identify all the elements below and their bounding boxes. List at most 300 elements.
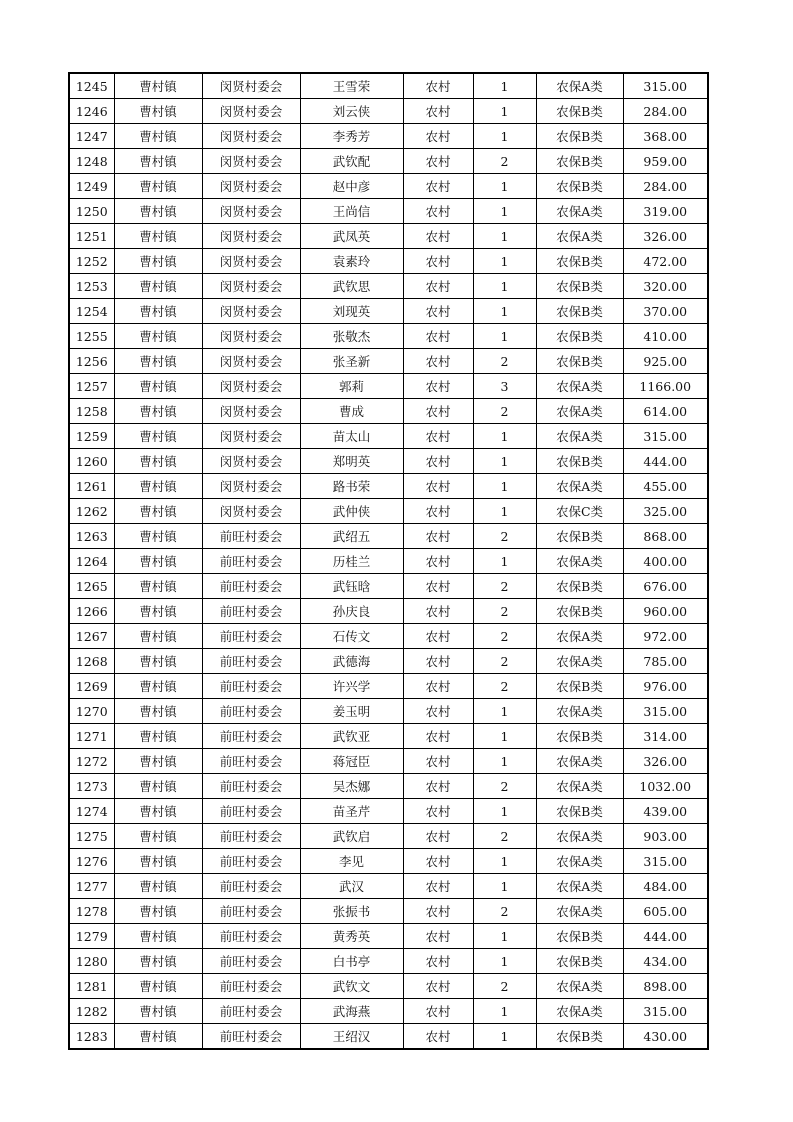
insurance-class-cell: 农保B类 [536, 724, 623, 749]
town-cell: 曹村镇 [114, 199, 202, 224]
insurance-class-cell: 农保A类 [536, 399, 623, 424]
amount-cell: 368.00 [623, 124, 708, 149]
name-cell: 武钰晗 [300, 574, 403, 599]
table-row [69, 924, 708, 949]
insurance-class-cell: 农保A类 [536, 474, 623, 499]
amount-cell: 455.00 [623, 474, 708, 499]
insurance-class-cell: 农保B类 [536, 99, 623, 124]
row-number-cell: 1282 [69, 999, 114, 1024]
row-number-cell: 1275 [69, 824, 114, 849]
insurance-class-cell: 农保B类 [536, 274, 623, 299]
amount-cell: 614.00 [623, 399, 708, 424]
village-cell: 前旺村委会 [202, 599, 300, 624]
insurance-class-cell: 农保A类 [536, 749, 623, 774]
row-number-cell: 1253 [69, 274, 114, 299]
amount-cell: 444.00 [623, 449, 708, 474]
name-cell: 孙庆良 [300, 599, 403, 624]
village-cell: 闵贤村委会 [202, 324, 300, 349]
area-type-cell: 农村 [403, 1024, 473, 1050]
village-cell: 前旺村委会 [202, 849, 300, 874]
table-row [69, 174, 708, 199]
table-row [69, 224, 708, 249]
town-cell: 曹村镇 [114, 1024, 202, 1050]
town-cell: 曹村镇 [114, 949, 202, 974]
household-size-cell: 2 [473, 399, 536, 424]
area-type-cell: 农村 [403, 99, 473, 124]
village-cell: 闵贤村委会 [202, 499, 300, 524]
insurance-class-cell: 农保B类 [536, 1024, 623, 1050]
insurance-class-cell: 农保A类 [536, 974, 623, 999]
town-cell: 曹村镇 [114, 399, 202, 424]
name-cell: 白书亭 [300, 949, 403, 974]
name-cell: 石传文 [300, 624, 403, 649]
amount-cell: 325.00 [623, 499, 708, 524]
row-number-cell: 1259 [69, 424, 114, 449]
row-number-cell: 1255 [69, 324, 114, 349]
amount-cell: 925.00 [623, 349, 708, 374]
area-type-cell: 农村 [403, 599, 473, 624]
name-cell: 许兴学 [300, 674, 403, 699]
household-size-cell: 2 [473, 774, 536, 799]
row-number-cell: 1258 [69, 399, 114, 424]
insurance-class-cell: 农保A类 [536, 824, 623, 849]
insurance-class-cell: 农保B类 [536, 174, 623, 199]
insurance-class-cell: 农保A类 [536, 73, 623, 99]
town-cell: 曹村镇 [114, 749, 202, 774]
village-cell: 闵贤村委会 [202, 124, 300, 149]
village-cell: 前旺村委会 [202, 549, 300, 574]
name-cell: 武钦文 [300, 974, 403, 999]
table-row [69, 99, 708, 124]
row-number-cell: 1279 [69, 924, 114, 949]
household-size-cell: 1 [473, 424, 536, 449]
town-cell: 曹村镇 [114, 274, 202, 299]
row-number-cell: 1262 [69, 499, 114, 524]
amount-cell: 430.00 [623, 1024, 708, 1050]
name-cell: 袁素玲 [300, 249, 403, 274]
area-type-cell: 农村 [403, 824, 473, 849]
village-cell: 闵贤村委会 [202, 474, 300, 499]
row-number-cell: 1257 [69, 374, 114, 399]
household-size-cell: 2 [473, 599, 536, 624]
row-number-cell: 1252 [69, 249, 114, 274]
table-row [69, 724, 708, 749]
town-cell: 曹村镇 [114, 724, 202, 749]
village-cell: 闵贤村委会 [202, 174, 300, 199]
name-cell: 姜玉明 [300, 699, 403, 724]
amount-cell: 326.00 [623, 749, 708, 774]
amount-cell: 315.00 [623, 699, 708, 724]
name-cell: 赵中彦 [300, 174, 403, 199]
area-type-cell: 农村 [403, 849, 473, 874]
area-type-cell: 农村 [403, 549, 473, 574]
town-cell: 曹村镇 [114, 224, 202, 249]
area-type-cell: 农村 [403, 249, 473, 274]
household-size-cell: 2 [473, 349, 536, 374]
name-cell: 郭莉 [300, 374, 403, 399]
household-size-cell: 1 [473, 324, 536, 349]
table-row [69, 799, 708, 824]
village-cell: 前旺村委会 [202, 899, 300, 924]
village-cell: 闵贤村委会 [202, 374, 300, 399]
area-type-cell: 农村 [403, 974, 473, 999]
row-number-cell: 1283 [69, 1024, 114, 1050]
table-row [69, 674, 708, 699]
amount-cell: 284.00 [623, 99, 708, 124]
row-number-cell: 1264 [69, 549, 114, 574]
table-row [69, 599, 708, 624]
amount-cell: 605.00 [623, 899, 708, 924]
name-cell: 曹成 [300, 399, 403, 424]
town-cell: 曹村镇 [114, 599, 202, 624]
insurance-class-cell: 农保A类 [536, 624, 623, 649]
row-number-cell: 1256 [69, 349, 114, 374]
area-type-cell: 农村 [403, 624, 473, 649]
household-size-cell: 1 [473, 999, 536, 1024]
insurance-class-cell: 农保A类 [536, 199, 623, 224]
town-cell: 曹村镇 [114, 674, 202, 699]
amount-cell: 314.00 [623, 724, 708, 749]
village-cell: 闵贤村委会 [202, 249, 300, 274]
town-cell: 曹村镇 [114, 299, 202, 324]
table-row [69, 949, 708, 974]
row-number-cell: 1249 [69, 174, 114, 199]
amount-cell: 315.00 [623, 73, 708, 99]
village-cell: 前旺村委会 [202, 749, 300, 774]
area-type-cell: 农村 [403, 499, 473, 524]
name-cell: 武凤英 [300, 224, 403, 249]
row-number-cell: 1266 [69, 599, 114, 624]
area-type-cell: 农村 [403, 199, 473, 224]
town-cell: 曹村镇 [114, 349, 202, 374]
area-type-cell: 农村 [403, 174, 473, 199]
village-cell: 闵贤村委会 [202, 424, 300, 449]
village-cell: 前旺村委会 [202, 674, 300, 699]
household-size-cell: 2 [473, 824, 536, 849]
table-row [69, 474, 708, 499]
village-cell: 闵贤村委会 [202, 149, 300, 174]
insurance-class-cell: 农保A类 [536, 374, 623, 399]
row-number-cell: 1250 [69, 199, 114, 224]
amount-cell: 315.00 [623, 999, 708, 1024]
area-type-cell: 农村 [403, 474, 473, 499]
village-cell: 前旺村委会 [202, 1024, 300, 1050]
table-row [69, 624, 708, 649]
row-number-cell: 1247 [69, 124, 114, 149]
village-cell: 闵贤村委会 [202, 73, 300, 99]
village-cell: 闵贤村委会 [202, 399, 300, 424]
row-number-cell: 1248 [69, 149, 114, 174]
village-cell: 前旺村委会 [202, 824, 300, 849]
amount-cell: 315.00 [623, 849, 708, 874]
table-row [69, 874, 708, 899]
insurance-class-cell: 农保B类 [536, 674, 623, 699]
amount-cell: 976.00 [623, 674, 708, 699]
town-cell: 曹村镇 [114, 999, 202, 1024]
insurance-class-cell: 农保B类 [536, 249, 623, 274]
insurance-class-cell: 农保A类 [536, 699, 623, 724]
amount-cell: 444.00 [623, 924, 708, 949]
area-type-cell: 农村 [403, 649, 473, 674]
row-number-cell: 1278 [69, 899, 114, 924]
amount-cell: 903.00 [623, 824, 708, 849]
amount-cell: 410.00 [623, 324, 708, 349]
amount-cell: 484.00 [623, 874, 708, 899]
town-cell: 曹村镇 [114, 974, 202, 999]
name-cell: 武钦思 [300, 274, 403, 299]
name-cell: 蒋冠臣 [300, 749, 403, 774]
household-size-cell: 1 [473, 299, 536, 324]
name-cell: 郑明英 [300, 449, 403, 474]
household-size-cell: 1 [473, 924, 536, 949]
household-size-cell: 3 [473, 374, 536, 399]
amount-cell: 434.00 [623, 949, 708, 974]
table-row [69, 524, 708, 549]
town-cell: 曹村镇 [114, 149, 202, 174]
town-cell: 曹村镇 [114, 174, 202, 199]
household-size-cell: 1 [473, 124, 536, 149]
area-type-cell: 农村 [403, 324, 473, 349]
name-cell: 武德海 [300, 649, 403, 674]
village-cell: 前旺村委会 [202, 699, 300, 724]
town-cell: 曹村镇 [114, 574, 202, 599]
table-row [69, 324, 708, 349]
name-cell: 刘云侠 [300, 99, 403, 124]
row-number-cell: 1267 [69, 624, 114, 649]
town-cell: 曹村镇 [114, 774, 202, 799]
household-size-cell: 1 [473, 199, 536, 224]
insurance-class-cell: 农保B类 [536, 149, 623, 174]
town-cell: 曹村镇 [114, 73, 202, 99]
area-type-cell: 农村 [403, 674, 473, 699]
household-size-cell: 1 [473, 274, 536, 299]
area-type-cell: 农村 [403, 774, 473, 799]
table-row [69, 149, 708, 174]
amount-cell: 319.00 [623, 199, 708, 224]
area-type-cell: 农村 [403, 224, 473, 249]
row-number-cell: 1281 [69, 974, 114, 999]
table-row [69, 199, 708, 224]
row-number-cell: 1272 [69, 749, 114, 774]
household-size-cell: 2 [473, 524, 536, 549]
table-row [69, 424, 708, 449]
town-cell: 曹村镇 [114, 474, 202, 499]
area-type-cell: 农村 [403, 399, 473, 424]
insurance-class-cell: 农保A类 [536, 774, 623, 799]
amount-cell: 898.00 [623, 974, 708, 999]
village-cell: 前旺村委会 [202, 774, 300, 799]
household-size-cell: 1 [473, 474, 536, 499]
insurance-class-cell: 农保A类 [536, 424, 623, 449]
household-size-cell: 1 [473, 874, 536, 899]
village-cell: 前旺村委会 [202, 874, 300, 899]
row-number-cell: 1254 [69, 299, 114, 324]
area-type-cell: 农村 [403, 274, 473, 299]
area-type-cell: 农村 [403, 724, 473, 749]
household-size-cell: 1 [473, 224, 536, 249]
row-number-cell: 1263 [69, 524, 114, 549]
area-type-cell: 农村 [403, 124, 473, 149]
insurance-class-cell: 农保B类 [536, 599, 623, 624]
household-size-cell: 2 [473, 899, 536, 924]
household-size-cell: 1 [473, 249, 536, 274]
name-cell: 李秀芳 [300, 124, 403, 149]
area-type-cell: 农村 [403, 73, 473, 99]
insurance-class-cell: 农保B类 [536, 324, 623, 349]
town-cell: 曹村镇 [114, 699, 202, 724]
name-cell: 王尚信 [300, 199, 403, 224]
table-row [69, 274, 708, 299]
household-size-cell: 1 [473, 724, 536, 749]
name-cell: 刘现英 [300, 299, 403, 324]
household-size-cell: 2 [473, 149, 536, 174]
name-cell: 历桂兰 [300, 549, 403, 574]
table-row [69, 299, 708, 324]
amount-cell: 284.00 [623, 174, 708, 199]
name-cell: 路书荣 [300, 474, 403, 499]
household-size-cell: 1 [473, 99, 536, 124]
area-type-cell: 农村 [403, 924, 473, 949]
insurance-class-cell: 农保C类 [536, 499, 623, 524]
row-number-cell: 1276 [69, 849, 114, 874]
town-cell: 曹村镇 [114, 424, 202, 449]
name-cell: 武仲侠 [300, 499, 403, 524]
table-row [69, 849, 708, 874]
row-number-cell: 1280 [69, 949, 114, 974]
table-row [69, 699, 708, 724]
town-cell: 曹村镇 [114, 849, 202, 874]
table-row [69, 73, 708, 99]
household-size-cell: 2 [473, 574, 536, 599]
area-type-cell: 农村 [403, 999, 473, 1024]
area-type-cell: 农村 [403, 424, 473, 449]
insurance-class-cell: 农保A类 [536, 549, 623, 574]
table-row [69, 824, 708, 849]
name-cell: 武绍五 [300, 524, 403, 549]
household-size-cell: 1 [473, 499, 536, 524]
area-type-cell: 农村 [403, 899, 473, 924]
table-row [69, 349, 708, 374]
village-cell: 前旺村委会 [202, 974, 300, 999]
table-row [69, 499, 708, 524]
name-cell: 吴杰娜 [300, 774, 403, 799]
town-cell: 曹村镇 [114, 649, 202, 674]
amount-cell: 320.00 [623, 274, 708, 299]
table-row [69, 974, 708, 999]
village-cell: 前旺村委会 [202, 799, 300, 824]
row-number-cell: 1268 [69, 649, 114, 674]
town-cell: 曹村镇 [114, 124, 202, 149]
table-row [69, 574, 708, 599]
insurance-class-cell: 农保A类 [536, 849, 623, 874]
name-cell: 张振书 [300, 899, 403, 924]
household-size-cell: 1 [473, 799, 536, 824]
town-cell: 曹村镇 [114, 874, 202, 899]
name-cell: 武汉 [300, 874, 403, 899]
town-cell: 曹村镇 [114, 924, 202, 949]
village-cell: 闵贤村委会 [202, 274, 300, 299]
household-size-cell: 1 [473, 73, 536, 99]
household-size-cell: 1 [473, 549, 536, 574]
town-cell: 曹村镇 [114, 799, 202, 824]
amount-cell: 1032.00 [623, 774, 708, 799]
insurance-class-cell: 农保A类 [536, 874, 623, 899]
table-row [69, 1024, 708, 1050]
table-row [69, 774, 708, 799]
row-number-cell: 1245 [69, 73, 114, 99]
town-cell: 曹村镇 [114, 899, 202, 924]
village-cell: 闵贤村委会 [202, 349, 300, 374]
area-type-cell: 农村 [403, 699, 473, 724]
amount-cell: 972.00 [623, 624, 708, 649]
insurance-class-cell: 农保A类 [536, 999, 623, 1024]
insurance-class-cell: 农保B类 [536, 299, 623, 324]
row-number-cell: 1265 [69, 574, 114, 599]
village-cell: 闵贤村委会 [202, 99, 300, 124]
name-cell: 张敬杰 [300, 324, 403, 349]
row-number-cell: 1269 [69, 674, 114, 699]
household-size-cell: 1 [473, 949, 536, 974]
town-cell: 曹村镇 [114, 324, 202, 349]
town-cell: 曹村镇 [114, 824, 202, 849]
name-cell: 武钦启 [300, 824, 403, 849]
household-size-cell: 2 [473, 649, 536, 674]
household-size-cell: 2 [473, 974, 536, 999]
row-number-cell: 1251 [69, 224, 114, 249]
name-cell: 王绍汉 [300, 1024, 403, 1050]
name-cell: 王雪荣 [300, 73, 403, 99]
household-size-cell: 1 [473, 849, 536, 874]
name-cell: 苗太山 [300, 424, 403, 449]
insurance-class-cell: 农保A类 [536, 649, 623, 674]
household-size-cell: 1 [473, 699, 536, 724]
row-number-cell: 1246 [69, 99, 114, 124]
area-type-cell: 农村 [403, 749, 473, 774]
amount-cell: 326.00 [623, 224, 708, 249]
table-row [69, 549, 708, 574]
data-table [68, 72, 709, 1050]
insurance-class-cell: 农保B类 [536, 124, 623, 149]
table-body [69, 73, 708, 1049]
village-cell: 闵贤村委会 [202, 449, 300, 474]
insurance-class-cell: 农保B类 [536, 449, 623, 474]
amount-cell: 315.00 [623, 424, 708, 449]
row-number-cell: 1277 [69, 874, 114, 899]
row-number-cell: 1274 [69, 799, 114, 824]
name-cell: 黄秀英 [300, 924, 403, 949]
area-type-cell: 农村 [403, 374, 473, 399]
row-number-cell: 1261 [69, 474, 114, 499]
area-type-cell: 农村 [403, 524, 473, 549]
village-cell: 闵贤村委会 [202, 224, 300, 249]
household-size-cell: 1 [473, 449, 536, 474]
insurance-class-cell: 农保A类 [536, 899, 623, 924]
amount-cell: 400.00 [623, 549, 708, 574]
table-row [69, 449, 708, 474]
town-cell: 曹村镇 [114, 624, 202, 649]
row-number-cell: 1260 [69, 449, 114, 474]
name-cell: 武海燕 [300, 999, 403, 1024]
area-type-cell: 农村 [403, 949, 473, 974]
household-size-cell: 2 [473, 674, 536, 699]
village-cell: 前旺村委会 [202, 624, 300, 649]
village-cell: 前旺村委会 [202, 724, 300, 749]
area-type-cell: 农村 [403, 149, 473, 174]
town-cell: 曹村镇 [114, 249, 202, 274]
area-type-cell: 农村 [403, 799, 473, 824]
town-cell: 曹村镇 [114, 374, 202, 399]
village-cell: 前旺村委会 [202, 949, 300, 974]
